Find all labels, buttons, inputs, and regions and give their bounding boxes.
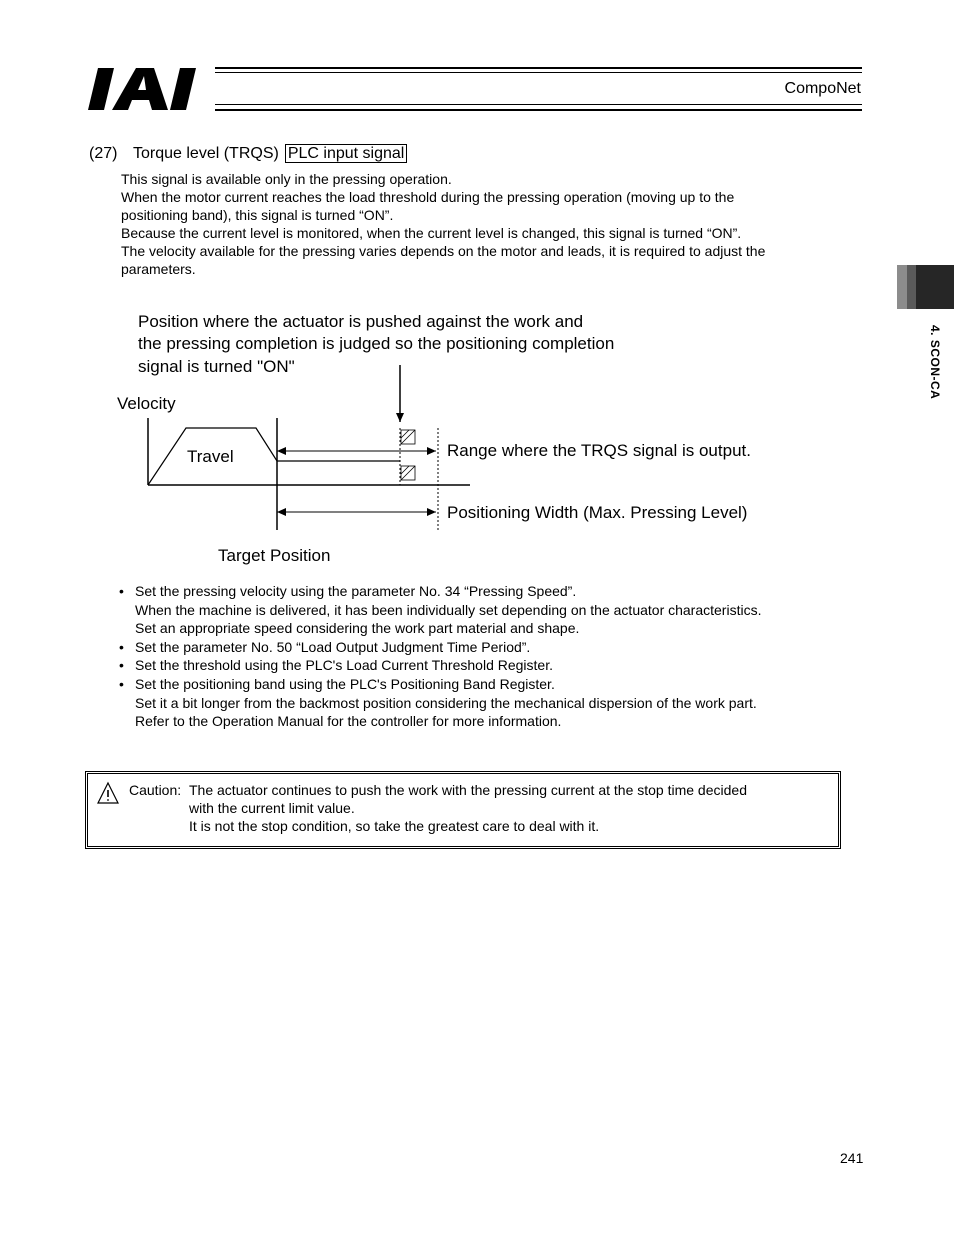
diagram-caption: Position where the actuator is pushed against the work and	[138, 312, 584, 331]
list-item	[119, 582, 859, 638]
travel-label: Travel	[187, 447, 234, 466]
section-number: (27)	[89, 145, 118, 162]
list-item-line: Set an appropriate speed considering the work part material and shape.	[135, 620, 580, 637]
list-item-line: Set the positioning band using the PLC's Positioning Band Register.	[135, 675, 555, 692]
header-rule	[215, 67, 862, 69]
positioning-width-arrow-start	[277, 508, 286, 516]
trqs-range-label: Range where the TRQS signal is output.	[447, 441, 751, 460]
bullet-icon: •	[119, 583, 124, 599]
section-heading	[89, 145, 407, 163]
list-item	[119, 675, 859, 731]
pressing-hatch	[401, 430, 415, 480]
page-number: 241	[840, 1150, 864, 1166]
header-title: CompoNet	[784, 80, 861, 97]
list-item	[119, 656, 859, 675]
description-line: When the motor current reaches the load threshold during the pressing operation (moving up to the	[121, 189, 735, 205]
positioning-width-label: Positioning Width (Max. Pressing Level)	[447, 503, 748, 522]
header-rule	[215, 72, 862, 73]
iai-logo	[88, 66, 208, 112]
list-item-line: Set the threshold using the PLC's Load Current Threshold Register.	[135, 657, 553, 674]
signal-type-badge: PLC input signal	[285, 144, 408, 163]
description-line: This signal is available only in the pressing operation.	[121, 171, 452, 187]
list-item-line: Set the pressing velocity using the parameter No. 34 “Pressing Speed”.	[135, 583, 577, 599]
torque-level-diagram	[0, 300, 954, 580]
diagram-caption: the pressing completion is judged so the positioning completion	[138, 334, 615, 353]
description-line: parameters.	[121, 261, 196, 277]
warning-triangle-icon	[96, 781, 120, 805]
bullet-icon: •	[119, 675, 124, 692]
description-line: positioning band), this signal is turned “ON”.	[121, 207, 394, 223]
caution-line: It is not the stop condition, so take the greatest care to deal with it.	[189, 818, 600, 834]
caution-label: Caution:	[129, 782, 182, 798]
bullet-icon: •	[119, 657, 124, 674]
list-item-line: Set the parameter No. 50 “Load Output Judgment Time Period”.	[135, 638, 531, 655]
velocity-axis-label: Velocity	[117, 394, 176, 413]
section-description	[121, 170, 851, 278]
trqs-range-arrow-start	[277, 447, 286, 455]
target-position-label: Target Position	[218, 546, 331, 565]
caution-line: The actuator continues to push the work with the pressing current at the stop time decided	[189, 782, 747, 798]
diagram-caption: signal is turned "ON"	[138, 357, 295, 376]
chapter-tab-label: 4. SCON-CA	[928, 325, 942, 400]
list-item	[119, 638, 859, 657]
header-rule	[215, 109, 862, 111]
travel-profile	[148, 428, 400, 485]
list-item-line: Set it a bit longer from the backmost position considering the mechanical dispersion of the work part.	[135, 694, 757, 711]
caution-text	[189, 781, 829, 835]
description-line: Because the current level is monitored, when the current level is changed, this signal is turned “ON”.	[121, 225, 742, 241]
bullet-icon: •	[119, 638, 124, 655]
settings-list	[119, 582, 859, 731]
caution-line: with the current limit value.	[189, 800, 355, 816]
list-item-line: When the machine is delivered, it has been individually set depending on the actuator characteristics.	[135, 601, 762, 618]
list-item-line: Refer to the Operation Manual for the controller for more information.	[135, 713, 562, 730]
description-line: The velocity available for the pressing varies depends on the motor and leads, it is required to adjust the	[121, 243, 766, 259]
section-title: Torque level (TRQS)	[133, 145, 279, 162]
header-rule	[215, 104, 862, 105]
